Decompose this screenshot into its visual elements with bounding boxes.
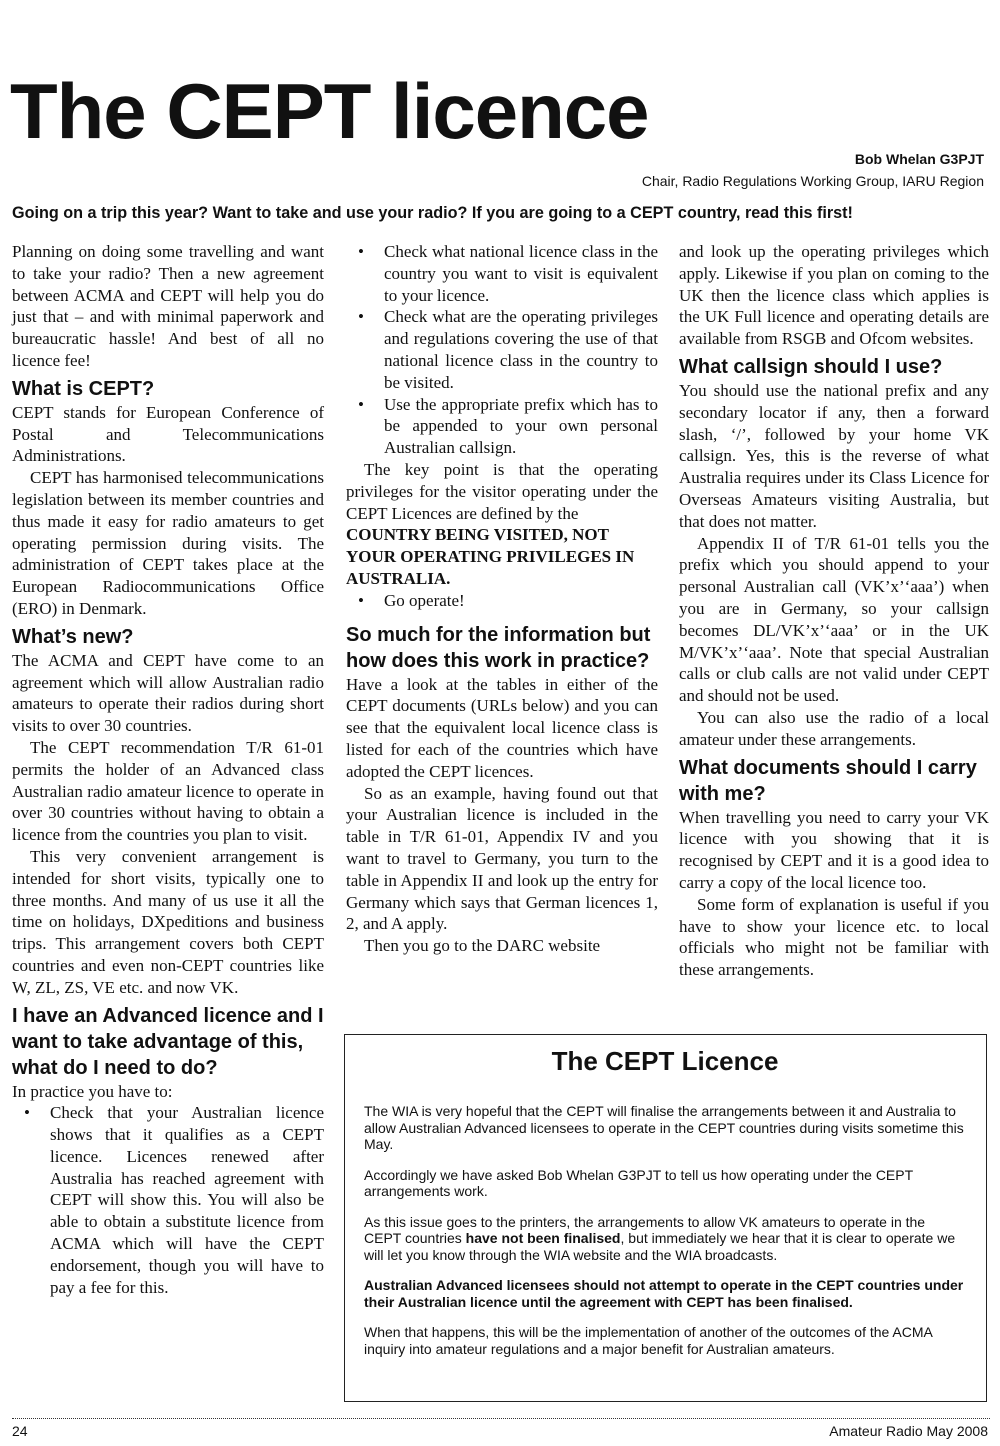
paragraph: Appendix II of T/R 61-01 tells you the prefix which you should append to your personal Australian call (VK’x’‘aaa’) when you are in Germany, so your callsign becomes DL/VK’x’‘aaa’ or in the UK M/VK’x’‘aaa’. Note that special Australian calls or club calls are not valid under CEPT and should not be used.	[679, 533, 989, 706]
list-item: • Check what are the operating privileges and regulations covering the use of that national licence class in the country to be visited.	[346, 306, 658, 393]
paragraph: and look up the operating privileges which apply. Likewise if you plan on coming to the UK then the licence class which applies is the UK Full licence and operating details are available from RSGB and Ofcom websites.	[679, 242, 989, 349]
box-warning: Australian Advanced licensees should not attempt to operate in the CEPT countries under their Australian licence until the agreement with CEPT has been finalised.	[364, 1277, 964, 1310]
paragraph: Some form of explanation is useful if you have to show your licence etc. to local officials who might not be familiar with these arrangements.	[679, 894, 989, 980]
box-text: As this issue goes to the printers, the arrangements to allow VK amateurs to operate in the CEPT countries	[364, 1213, 926, 1246]
list-item: • Check what national licence class in the country you want to visit is equivalent to your licence.	[346, 241, 658, 306]
issue-label: Amateur Radio May 2008	[829, 1423, 988, 1439]
paragraph: In practice you have to:	[12, 1081, 173, 1101]
page-number: 24	[12, 1423, 28, 1439]
paragraph: You should use the national prefix and any secondary locator if any, then a forward slash, ‘/’, followed by your home VK callsign. Yes, this is the reverse of what Australia requires under its Class Licence for Overseas Amateurs visiting Australia, but that does not matter.	[679, 380, 989, 531]
paragraph: CEPT stands for European Conference of Postal and Telecommunications Administrations.	[12, 402, 324, 466]
author-role: Chair, Radio Regulations Working Group, IARU Region	[641, 173, 984, 189]
heading-whats-new: What’s new?	[12, 625, 134, 648]
paragraph: The CEPT recommendation T/R 61-01 permits the holder of an Advanced class Australian radio amateur licence to operate in over 30 countries without having to obtain a licence from the countries you plan to visit.	[12, 737, 324, 845]
sidebar-box	[344, 1034, 987, 1402]
paragraph: Then you go to the DARC website	[364, 936, 601, 956]
list-item: • Go operate!	[346, 590, 658, 612]
footer-rule	[12, 1418, 990, 1419]
heading-what-is-cept: What is CEPT?	[12, 377, 155, 400]
paragraph: CEPT has harmonised telecommunications legislation between its member countries and thus made it easy for radio amateurs to get operating permission during visits. The administration of CEPT takes place at the European Radiocommunications Office (ERO) in Denmark.	[12, 468, 324, 618]
paragraph: You can also use the radio of a local amateur under these arrangements.	[679, 707, 989, 749]
box-paragraph: When that happens, this will be the implementation of another of the outcomes of the ACMA inquiry into amateur regulations and a major benefit for Australian amateurs.	[364, 1324, 933, 1357]
box-paragraph: The WIA is very hopeful that the CEPT will finalise the arrangements between it and Australia to allow Australian Advanced licensees to operate in the CEPT countries during visits sometime this May.	[364, 1103, 964, 1152]
paragraph: Have a look at the tables in either of the CEPT documents (URLs below) and you can see that the equivalent local licence class is listed for each of the countries which have adopted the CEPT licences.	[346, 674, 658, 781]
list-item: • Use the appropriate prefix which has to be appended to your own personal Australian callsign.	[346, 394, 658, 459]
list-item: • Check that your Australian licence shows that it qualifies as a CEPT licence. Licences renewed after Australia has reached agreement with CEPT will show this. You will also be able to obtain a substitute licence from ACMA which will have the CEPT endorsement, though you will have to pay a fee for this.	[12, 1102, 324, 1298]
standfirst: Going on a trip this year? Want to take and use your radio? If you are going to a CEPT country, read this first!	[12, 204, 853, 222]
column-2	[346, 241, 658, 957]
paragraph: The key point is that the operating privileges for the visitor operating under the CEPT Licences are defined by the	[346, 459, 658, 523]
author-name: Bob Whelan G3PJT	[854, 151, 984, 167]
page-title: The CEPT licence	[10, 67, 649, 155]
steps-list	[346, 590, 658, 612]
paragraph: This very convenient arrangement is intended for short visits, typically one to three months. And many of us use it all the time on holidays, DXpeditions and business trips. This arrangement covers both CEPT countries and even non-CEPT countries like W, ZL, ZS, VE etc. and now VK.	[12, 846, 324, 997]
paragraph: The ACMA and CEPT have come to an agreement which will allow Australian radio amateurs to operate their radios during short visits to over 30 countries.	[12, 650, 324, 736]
heading-callsign: What callsign should I use?	[679, 355, 943, 378]
heading-advanced-licence: I have an Advanced licence and I want to take advantage of this, what do I need to do?	[12, 1004, 324, 1079]
box-emphasis: have not been finalised	[465, 1230, 621, 1246]
paragraph: When travelling you need to carry your VK licence with you showing that it is recognised by CEPT and it is a good idea to carry a copy of the local licence too.	[679, 807, 989, 892]
box-paragraph: Accordingly we have asked Bob Whelan G3PJT to tell us how operating under the CEPT arrangements work.	[364, 1166, 913, 1199]
steps-list	[12, 1102, 324, 1298]
byline	[642, 148, 984, 192]
heading-how-in-practice: So much for the information but how does this work in practice?	[346, 623, 651, 672]
box-paragraph	[364, 1214, 966, 1264]
intro-paragraph: Planning on doing some travelling and want to take your radio? Then a new agreement between ACMA and CEPT will help you do just that – and with minimal paperwork and bureaucratic hassle! And best of all no licence fee!	[12, 242, 324, 370]
steps-list	[346, 241, 658, 459]
emphasis-caps: COUNTRY BEING VISITED, NOT YOUR OPERATING PRIVILEGES IN AUSTRALIA.	[346, 525, 635, 588]
column-1	[12, 241, 324, 1298]
box-text: , but immediately we hear that it is clear to operate we will let you know through the WIA website and the WIA broadcasts.	[364, 1230, 956, 1263]
box-title: The CEPT Licence	[551, 1046, 779, 1076]
heading-documents: What documents should I carry with me?	[679, 756, 977, 805]
column-3	[679, 241, 989, 981]
paragraph: So as an example, having found out that your Australian licence is included in the table in T/R 61-01, Appendix IV and you want to travel to Germany, you turn to the table in Appendix II and look up the entry for Germany which says that German licences 1, 2, and A apply.	[346, 783, 658, 934]
